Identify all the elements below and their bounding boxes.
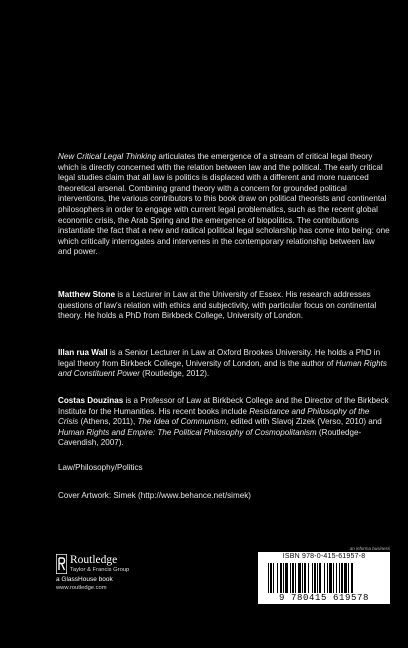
blurb-text: articulates the emergence of a stream of critical legal theory which is directly concerned with the relation between law and the political. The early critical legal studies claim that all law is politics is displaced with a different and more nuanced theoretical arsenal. Combining grand theory with a concern for grounded political interventions, the various contributors to this book draw on political theorists and continental philosophers in order to engage with current legal problematics, such as the recent global economic crisis, the Arab Spring and the emergence of biopolitics. The contributions instantiate the fact that a new and radical political legal scholarship has come into being: one which critically interrogates and intervenes in the contemporary relationship between law and power.	[58, 152, 390, 257]
author-bio-text: , edited with Slavoj Zizek (Verso, 2010) and	[226, 417, 382, 427]
cover-artwork-credit	[58, 491, 390, 502]
isbn-label: ISBN 978-0-415-61957-8	[282, 553, 366, 560]
publisher-logo-block	[56, 554, 166, 596]
isbn-barcode	[258, 546, 390, 604]
author-name: Illan rua Wall	[58, 348, 108, 357]
author-bio-stone	[58, 290, 390, 322]
author-bio-text: (Athens, 2011),	[78, 417, 138, 427]
barcode-digits: 9 780415 619578	[278, 593, 369, 603]
author-bio-wall	[58, 348, 390, 380]
publisher-group: Taylor & Francis Group	[70, 567, 130, 573]
author-bio-text: is a Lecturer in Law at the University of Essex. His research addresses questions of law's relation with ethics and subjectivity, with particular focus on continental theory. He holds a PhD from Birkbeck College, University of London.	[58, 290, 377, 321]
routledge-logo-icon	[56, 554, 67, 574]
book-reference: Human Rights and Constituent Power	[58, 358, 387, 379]
book-reference: The Idea of Communism	[137, 417, 227, 427]
subject-text: Law/Philosophy/Politics	[58, 463, 143, 472]
author-bio-douzinas	[58, 396, 390, 449]
author-bio-text: (Routledge, 2012).	[139, 369, 210, 379]
subject-category	[58, 463, 390, 474]
cover-artwork-text: Cover Artwork: Simek (http://www.behance.net/simek)	[58, 491, 251, 500]
book-reference: Human Rights and Empire: The Political Philosophy of Cosmopolitanism	[58, 427, 317, 437]
book-reference: Resistance and Philosophy of the Crisis	[58, 406, 370, 427]
book-title: New Critical Legal Thinking	[58, 152, 157, 161]
informa-business-label: an informa business	[349, 546, 390, 551]
blurb-paragraph	[58, 152, 390, 258]
author-bio-text: is a Senior Lecturer in Law at Oxford Brookes University. He holds a PhD in legal theory from Birkbeck College, University of London, and is the author of	[58, 348, 381, 368]
author-bio-text: is a Professor of Law at Birkbeck College and the Director of the Birkbeck Institute for the Humanities. His recent books include	[58, 396, 389, 416]
publisher-url: www.routledge.com	[56, 585, 107, 591]
author-name: Costas Douzinas	[58, 396, 124, 405]
publisher-name: Routledge	[70, 554, 118, 566]
author-name: Matthew Stone	[58, 290, 116, 299]
publisher-imprint: a GlassHouse book	[56, 576, 113, 583]
barcode-icon	[268, 563, 380, 593]
author-bio-text: (Routledge-Cavendish, 2007).	[58, 427, 362, 448]
